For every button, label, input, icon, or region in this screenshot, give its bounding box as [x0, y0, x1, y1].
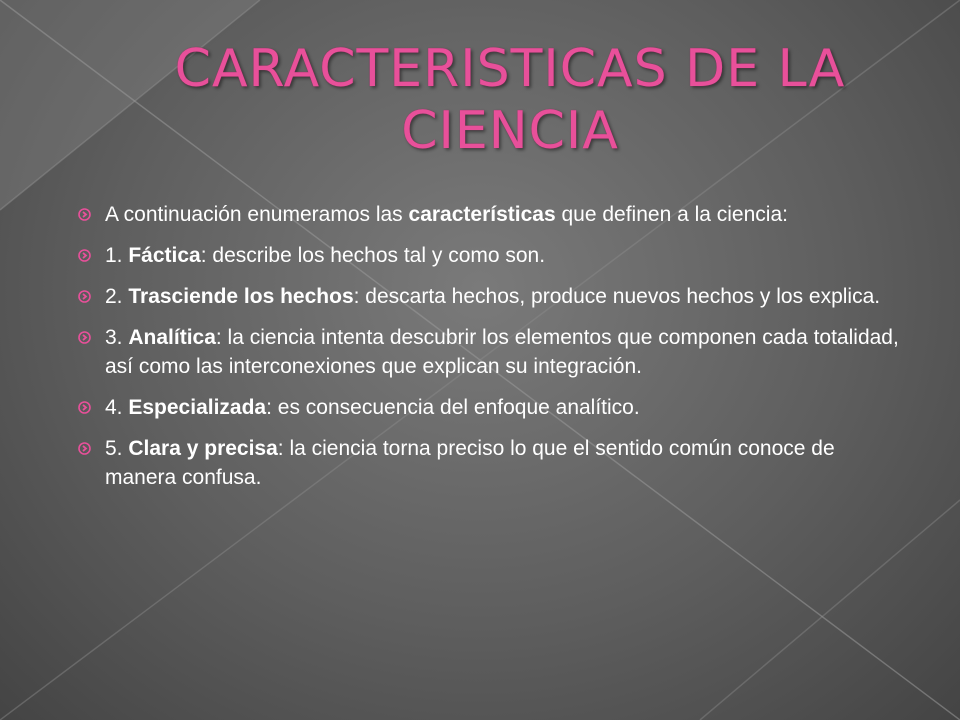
item-number: 5.: [105, 437, 129, 460]
item-rest-text: que definen a la ciencia:: [555, 203, 788, 226]
item-rest-text: : es consecuencia del enfoque analítico.: [266, 396, 640, 419]
list-item-analitica: [78, 323, 908, 381]
item-term: Clara y precisa: [128, 437, 278, 460]
item-term: Fáctica: [128, 244, 201, 267]
item-number: 3.: [105, 326, 129, 349]
item-rest-text: : la ciencia torna preciso lo que el sentido común conoce de manera confusa.: [105, 437, 835, 489]
item-lead-text: A continuación enumeramos las: [105, 203, 409, 226]
item-number: 4.: [105, 396, 129, 419]
slide-title-line-2: CIENCIA: [401, 101, 619, 161]
circled-arrow-icon: [78, 442, 91, 455]
bullet-list: [78, 200, 908, 504]
circled-arrow-icon: [78, 249, 91, 262]
item-rest-text: : descarta hechos, produce nuevos hechos y los explica.: [353, 285, 881, 308]
item-number: 1.: [105, 244, 129, 267]
list-item-especializada: [78, 393, 908, 422]
item-term: Trasciende los hechos: [128, 285, 354, 308]
list-item-trasciende: [78, 282, 908, 311]
slide-title: [110, 38, 910, 162]
slide-title-line-1: CARACTERISTICAS DE LA: [174, 39, 846, 99]
circled-arrow-icon: [78, 331, 91, 344]
list-item-clara-precisa: [78, 434, 908, 492]
item-rest-text: : la ciencia intenta descubrir los elementos que componen cada totalidad, así como las interconexiones que explican su integración.: [105, 326, 899, 378]
item-bold-text: características: [408, 203, 556, 226]
list-item-factica: [78, 241, 908, 270]
item-term: Analítica: [128, 326, 216, 349]
circled-arrow-icon: [78, 290, 91, 303]
item-number: 2.: [105, 285, 129, 308]
item-term: Especializada: [128, 396, 267, 419]
item-rest-text: : describe los hechos tal y como son.: [200, 244, 546, 267]
circled-arrow-icon: [78, 401, 91, 414]
list-item-intro: [78, 200, 908, 229]
circled-arrow-icon: [78, 208, 91, 221]
